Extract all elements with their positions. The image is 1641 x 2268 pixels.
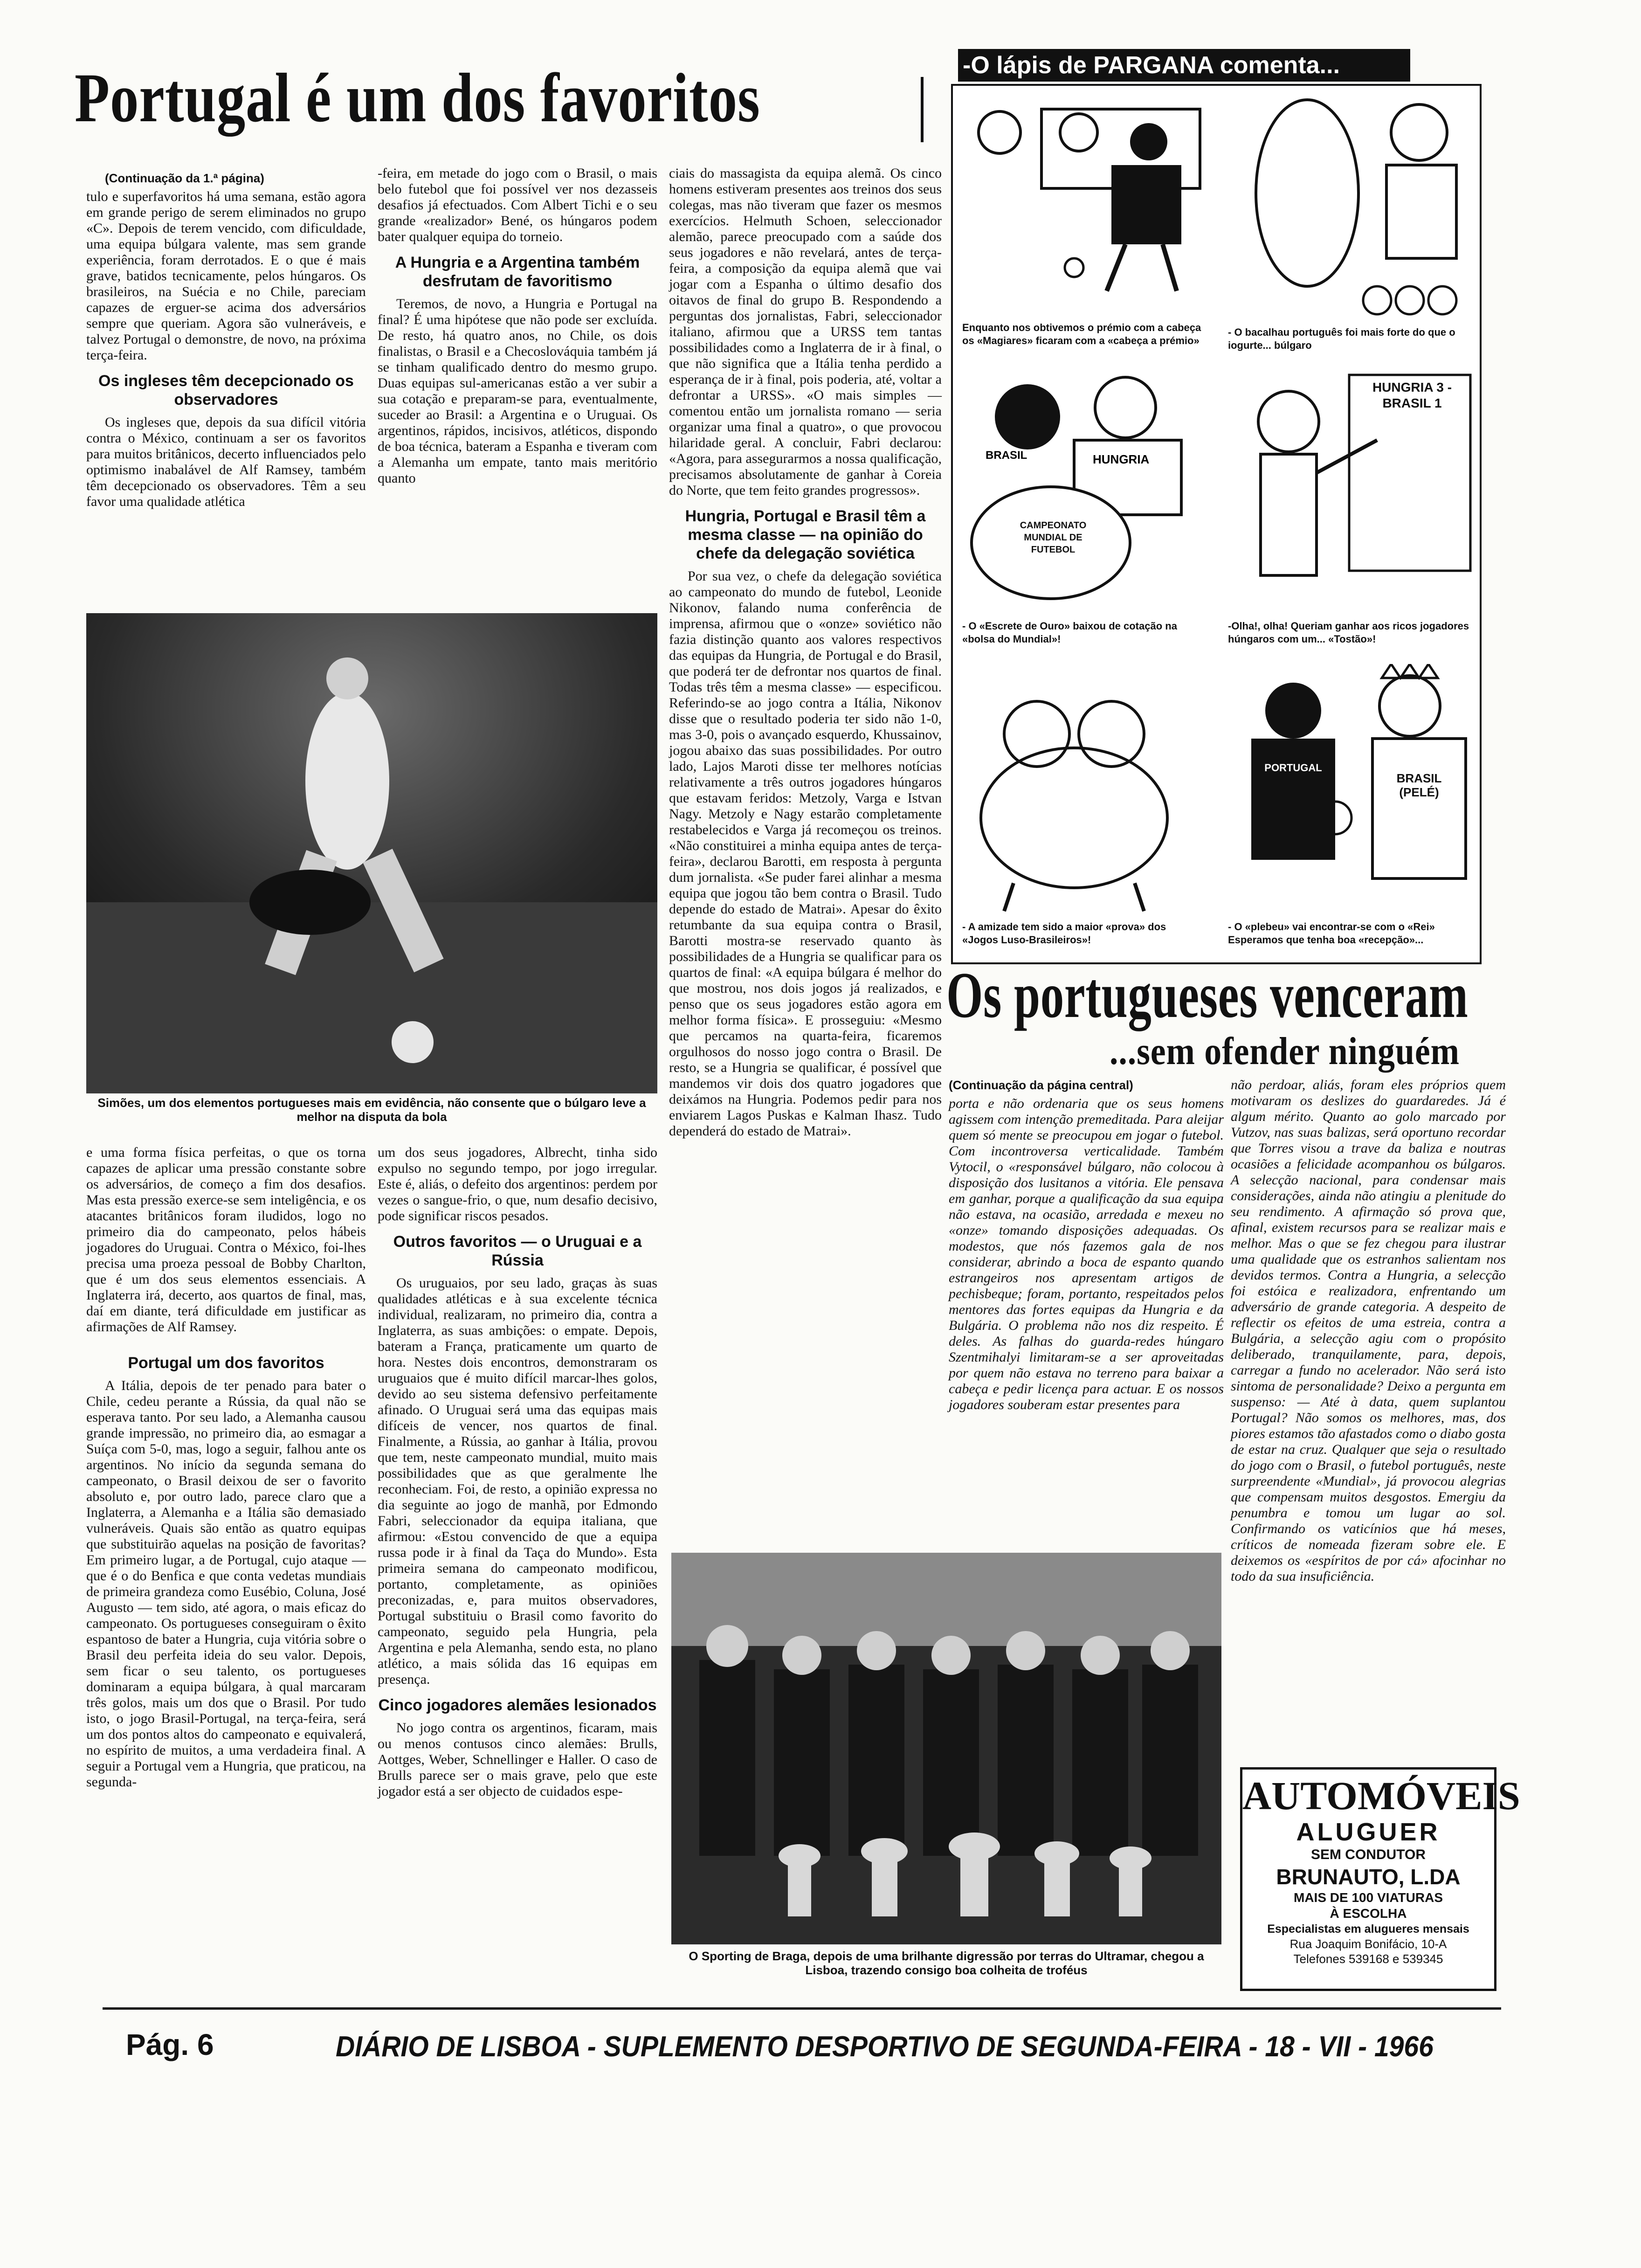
article-paragraph: tulo e superfavoritos há uma semana, estão agora em grande perigo de serem eliminados no grupo «C». Depois de terem vencido, com dificuldade, uma equipa búlgara valente, mas sem grande experiência, foram derrotados. E o que é mais grave, batidos tecnicamente, pelos húngaros. Os brasileiros, na Suécia e no Chile, pareciam capazes de erguer-se acima dos adversários sempre que queriam. Agora são vulneráveis, e talvez Portugal o demonstre, de novo, na próxima terça-feira. (86, 189, 366, 363)
car-rental-ad (1240, 1767, 1520, 1991)
subheading-hungria-argentina: A Hungria e a Argentina também desfrutam de favoritismo (395, 254, 640, 290)
cartoon-panel-5 (958, 664, 1209, 916)
cartoon-caption-2: - O bacalhau português foi mais forte do que o iogurte... búlgaro (1228, 326, 1455, 351)
cartoon-caption-3: - O «Escrete de Ouro» baixou de cotação na «bolsa do Mundial»! (962, 620, 1177, 645)
label-portugal-shirt: PORTUGAL (1264, 762, 1322, 774)
cartoon-drawing-2 (1223, 90, 1475, 333)
article-column-3 (669, 166, 942, 1141)
label-campeonato-bag: CAMPEONATO MUNDIAL DE FUTEBOL (1020, 520, 1087, 555)
article-paragraph: porta e não ordenaria que os seus homens agissem com intenção premeditada. Para aleijar quem só mente se preocupou em jogar o futebol. Com incontroversa verticalidade. Também Vytocil, o «responsável búlgaro, não colocou à disposição dos lusitanos a vitória. Ele pensava em ganhar, porque a qualificação da sua equipa não estava, na ocasião, arredada e mexeu no «onze» tomando disposições adequadas. Os modestos, que nós fazemos gala de nos considerar, abrindo a boca de espanto quando estrangeiros nos apresentam artigos de pechisbeque; foram, portanto, respeitados pelos mentores das fortes equipas da Hungria e da Bulgária. O problema não nos diz respeito. É deles. As falhas do guarda-redes húngaro Szentmihalyi limitaram-se a ser aproveitadas por quem não estava no terreno para baixar a cabeça e pedir licença para actuar. E os nossos jogadores souberam estar presentes para (949, 1096, 1224, 1412)
cartoon-panel-3 (958, 366, 1209, 617)
subheading-ingleses: Os ingleses têm decepcionado os observadores (98, 372, 354, 408)
ad-title: AUTOMÓVEIS (1242, 1773, 1520, 1818)
footer-rule (103, 2007, 1501, 2010)
article-paragraph: um dos seus jogadores, Albrecht, tinha sido expulso no segundo tempo, por jogo irregular. Este é, aliás, o defeito dos argentinos: perdem por vezes o sangue-frio, o que, num desafio decisivo, pode significar riscos pesados. (378, 1145, 657, 1224)
label-pele-shirt: BRASIL (PELÉ) (1396, 771, 1442, 799)
article-paragraph: -feira, em metade do jogo com o Brasil, o mais belo futebol que foi possível ver nos dezasseis desafios já efectuados. Com Albert Tichi e o seu grande «realizador» Bené, os húngaros podem bater qualquer equipa do torneio. (378, 166, 657, 244)
article-paragraph: Teremos, de novo, a Hungria e Portugal na final? É uma hipótese que não pode ser excluída. De resto, há quatro anos, no Chile, os dois finalistas, o Brasil e a Checoslováquia também já se tinham qualificado dentro do mesmo grupo. Duas equipas sul-americanas estão a ver subir a sua cotação e preparam-se para, eventualmente, suceder ao Brasil: a Argentina e o Uruguai. Os argentinos, rápidos, incisivos, atléticos, dispondo de boa técnica, bateram a Espanha e tiveram com a Alemanha um empate, tanto mais meritório quanto (378, 296, 657, 486)
cartoon-panel-6 (1223, 664, 1475, 916)
article-paragraph: Os uruguaios, por seu lado, graças às suas qualidades atléticas e à sua excelente técnica individual, realizaram, no primeiro dia, contra a Inglaterra, as suas ambições: o empate. Depois, bateram a França, praticamente um quarto de hora. Nestes dois encontros, demonstraram os uruguaios que é muito difícil marcar-lhes golos, devido ao seu sistema defensivo perfeitamente afinado. O Uruguai será uma das equipas mais difíceis de vencer, nos quartos de final. Finalmente, a Rússia, ao ganhar à Itália, provou que tem, neste campeonato mundial, muito mais possibilidades que as que geralmente lhe reconheciam. Foi, de resto, a opinião expressa no dia seguinte ao jogo de manhã, por Edmondo Fabri, seleccionador da equipa italiana, que afirmou: «Estou convencido de que a equipa russa pode ir à final da Taça do Mundo». Esta primeira semana do campeonato modificou, portanto, completamente, as opiniões preconizadas, e, para muitos observadores, Portugal substituiu o Brasil como favorito do campeonato, seguido pela Hungria, pela Argentina e pela Alemanha, sendo esta, no plano atlético, a mais sólida das 16 equipas em presença. (378, 1275, 657, 1687)
ad-address: Rua Joaquim Bonifácio, 10-A (1289, 1937, 1447, 1951)
article-paragraph: não perdoar, aliás, foram eles próprios quem motivaram os deslizes do guardaredes. Já é algum mérito. Quanto ao golo marcado por Vutzov, nas suas balizas, será oportuno recordar que Torres visou a trave da baliza e noutras ocasiões a felicidade acompanhou os búlgaros. A selecção nacional, para condensar mais considerações, ainda não atingiu a plenitude do seu rendimento. A afirmação só prova que, afinal, existem recursos para se realizar mais e melhor. Mas o que se fez chegou para ilustrar uma qualidade que os estranhos salientam nos devidos termos. Contra a Hungria, a selecção foi estóica e realizadora, enfrentando um adversário de grande categoria. A despeito de reflectir os efeitos de uma estreia, contra a Bulgária, a selecção agiu com o propósito deliberado, tranquilamente, para, depois, carregar a fundo no acelerador. Não será isto sintoma de personalidade? Deixo a pergunta em suspenso: — Até à data, quem suplantou Portugal? Não somos os melhores, mas, dos piores estamos tão afastados como o diabo gosta de estar na cruz. Qualquer que seja o resultado do jogo com o Brasil, o futebol português, neste surpreendente «Mundial», já provocou alegrias que compensam muitos desgostos. Emergiu da penumbra e tomou um lugar ao sol. Confirmando os vaticínios que há meses, críticos de nomeada fizeram sobre ele. E deixemos os «espíritos de por cá» afocinhar no todo da sua insuficiência. (1231, 1077, 1506, 1584)
team-photo-image (671, 1553, 1221, 1944)
continuation-note-second: (Continuação da página central) (949, 1078, 1133, 1092)
article-column-2-lower (378, 1145, 657, 1801)
label-brasil: BRASIL (986, 449, 1027, 462)
main-headline: Portugal é um dos favoritos (75, 59, 760, 137)
cartoon-caption-1: Enquanto nos obtivemos o prémio com a cabeça os «Magiares» ficaram com a «cabeça a prémio» (962, 322, 1201, 346)
cartoon-drawing-1 (958, 90, 1209, 333)
article-paragraph: Por sua vez, o chefe da delegação soviética ao campeonato do mundo de futebol, Leonide Nikonov, falando numa conferência de imprensa, afirmou que o «onze» soviético não fazia distinção quanto aos valores respectivos das equipas da Hungria, de Portugal e do Brasil, que poderá ter de defrontar nos quartos de final. Todas três têm a mesma classe» — especificou. Referindo-se ao jogo contra a Itália, Nikonov disse que o resultado poderia ter sido não 1-0, mas 3-0, pois o avançado esquerdo, Khussainov, jogou abaixo das suas possibilidades. Por outro lado, Lajos Maroti disse ter melhores notícias relativamente a três outros jogadores húngaros que estavam feridos: Metzoly, Varga e Istvan Nagy. Metzoly e Nagy estarão completamente restabelecidos e Varga já recomeçou os treinos. «Não constituirei a minha equipa antes de terça-feira», declarou Barotti, em resposta à pergunta dum jornalista. «Se puder farei alinhar a mesma equipa que jogou tão bem contra o Brasil. Tudo depende do estado de Matrai». Apesar do êxito retumbante da sua equipa contra o Brasil, Barotti mostra-se reservado quanto às possibilidades de a Hungria se qualificar para os quartos de final: «A equipa búlgara é melhor do que mostrou, nos dois jogos já realizados, e penso que os seus jogadores estão agora em melhor forma física». E prosseguiu: «Mesmo que percamos na quarta-feira, ficaremos orgulhosos do nosso jogo contra o Brasil. De resto, se a Hungria se qualificar, é possível que mandemos vir dois dos quatro jogadores que deixámos na Hungria. Podemos pedir para nos enviarem Lagos Puskas e Kalman Ihasz. Tudo dependerá do estado de Matrai». (669, 568, 942, 1139)
label-score-board: HUNGRIA 3 - BRASIL 1 (1372, 380, 1452, 410)
article-paragraph: e uma forma física perfeitas, o que os torna capazes de aplicar uma pressão constante sobre os adversários, de começo a fim dos desafios. Mas esta pressão exerce-se sem inteligência, e os atacantes britânicos foram iludidos, logo no primeiro dia do campeonato, pelos hábeis jogadores do Uruguai. Contra o México, foi-lhes precisa uma proeza pessoal de Bobby Charlton, que é um dos seus elementos essenciais. A Inglaterra irá, decerto, aos quartos de final, mas, daí em diante, terá dificuldade em justificar as afirmações de Alf Ramsey. (86, 1145, 366, 1335)
cartoon-drawing-5 (958, 664, 1209, 916)
article-paragraph: A Itália, depois de ter penado para bater o Chile, cedeu perante a Rússia, da qual não se esperava tanto. Por seu lado, a Alemanha causou grande impressão, no primeiro dia, ao esmagar a Suíça com 5-0, mas, logo a seguir, falhou ante os argentinos. No início da segunda semana do campeonato, o Brasil deixou de ser o favorito absoluto e, por outro lado, parece claro que a Inglaterra, a Alemanha e a Itália são demasiado vulneráveis. Quais são então as quatro equipas que substituirão aquelas na posição de favoritas? Em primeiro lugar, a de Portugal, cujo ataque — que é o do Benfica e que conta vedetas mundiais de primeira grandeza como Eusébio, Coluna, José Augusto — tem sido, até agora, o mais eficaz do campeonato. Os portugueses conseguiram o êxito espantoso de bater a Hungria, cuja vitória sobre o Brasil deu perfeita ideia do seu valor. Depois, sem ficar o seu talento, os portugueses dominaram a equipa búlgara, à qual marcaram três golos, mais um dos que o Brasil. Por tudo isto, o jogo Brasil-Portugal, na terça-feira, será um dos pontos altos do campeonato e equivalerá, no espírito de muitos, a uma verdadeira final. A seguir a Portugal vem a Hungria, que praticou, na segunda- (86, 1378, 366, 1790)
cartoon-panel-2 (1223, 90, 1475, 333)
article-column-1-lower (86, 1145, 366, 1792)
article-column-5 (1231, 1077, 1506, 1586)
ad-line-4: Especialistas em alugueres mensais (1267, 1922, 1469, 1936)
ad-phones: Telefones 539168 e 539345 (1293, 1952, 1443, 1966)
label-hungria: HUNGRIA (1093, 452, 1150, 466)
article-paragraph: Os ingleses que, depois da sua difícil vitória contra o México, continuam a ser os favoritos para muitos britânicos, decerto influenciados pelo optimismo inabalável de Alf Ramsey, também têm decepcionado os observadores. Têm a seu favor uma qualidade atlética (86, 415, 366, 509)
ad-line-3: À ESCOLHA (1330, 1906, 1407, 1921)
second-subheadline: ...sem ofender ninguém (1110, 1030, 1460, 1073)
cartoon-caption-4: -Olha!, olha! Queriam ganhar aos ricos jogadores húngaros com um... «Tostão»! (1228, 620, 1469, 645)
subheading-cinco-jogadores: Cinco jogadores alemães lesionados (378, 1696, 657, 1714)
cartoon-caption-6: - O «plebeu» vai encontrar-se com o «Rei» Esperamos que tenha boa «recepção»... (1228, 921, 1435, 946)
ad-line-2: MAIS DE 100 VIATURAS (1294, 1890, 1443, 1905)
article-paragraph: No jogo contra os argentinos, ficaram, mais ou menos contusos cinco alemães: Brulls, Aottges, Weber, Schnellinger e Haller. O caso de Brulls parece ser o mais grave, pelo que este jogador está a ser objecto de cuidados espe- (378, 1720, 657, 1799)
cartoon-panel-4 (1223, 366, 1475, 617)
football-match-image (86, 613, 657, 1093)
photo-caption-simoes: Simões, um dos elementos portugueses mais em evidência, não consente que o búlgaro leve a melhor na disputa da bola (97, 1096, 646, 1124)
photo-simoes (86, 613, 657, 1093)
subheading-uruguai-russia: Outros favoritos — o Uruguai e a Rússia (393, 1233, 642, 1269)
cartoon-panel-1 (958, 90, 1209, 333)
ad-company: BRUNAUTO, L.DA (1276, 1865, 1461, 1889)
article-column-2-upper (378, 166, 657, 488)
cartoon-caption-5: - A amizade tem sido a maior «prova» dos «Jogos Luso-Brasileiros»! (962, 921, 1166, 946)
headline-rule (921, 77, 924, 142)
subheading-hungria-portugal-brasil: Hungria, Portugal e Brasil têm a mesma classe — na opinião do chefe da delegação soviética (685, 507, 926, 562)
second-headline: Os portugueses venceram (946, 959, 1469, 1031)
cartoon-drawing-3 (958, 366, 1209, 617)
cartoon-frame (951, 84, 1482, 964)
footer-page-number: Pág. 6 (126, 2028, 214, 2061)
ad-line-1: SEM CONDUTOR (1310, 1847, 1426, 1862)
article-column-1-upper (86, 170, 366, 512)
photo-caption-sporting: O Sporting de Braga, depois de uma brilhante digressão por terras do Ultramar, chegou a Lisboa, trazendo consigo boa colheita de troféus (689, 1949, 1204, 1977)
article-paragraph: ciais do massagista da equipa alemã. Os cinco homens estiveram presentes aos treinos dos seus colegas, mas não tiveram que fazer os mesmos exercícios. Helmuth Schoen, seleccionador alemão, parece preocupado com a saúde dos seus jogadores e não revelará, antes de terça-feira, a composição da equipa alemã que vai jogar com a Espanha o último desafio dos oitavos de final do grupo B. Respondendo a perguntas dos jornalistas, Fabri, seleccionador italiano, afirmou que a URSS tem tantas possibilidades como a Inglaterra de ir à final, o que não significa que a Itália tenha perdido a esperança de ir à final, pois poderia, até, voltar a defrontar a URSS». «O mais simples — comentou então um jornalista romano — seria organizar uma final a quatro», o que provocou hilaridade geral. A concluir, Fabri declarou: «Agora, para assegurarmos a nossa qualificação, precisamos absolutamente de ganhar à Coreia do Norte, que tem feito grandes progressos». (669, 166, 942, 498)
ad-subtitle: ALUGUER (1296, 1818, 1441, 1846)
continuation-note: (Continuação da 1.ª página) (105, 171, 264, 185)
photo-sporting-braga (671, 1553, 1221, 1944)
article-column-4 (949, 1077, 1224, 1415)
subheading-portugal-favoritos: Portugal um dos favoritos (128, 1354, 324, 1372)
cartoon-header: -O lápis de PARGANA comenta... (958, 49, 1410, 82)
footer-publication-title: DIÁRIO DE LISBOA - SUPLEMENTO DESPORTIVO DE SEGUNDA-FEIRA - 18 - VII - 1966 (336, 2031, 1434, 2063)
